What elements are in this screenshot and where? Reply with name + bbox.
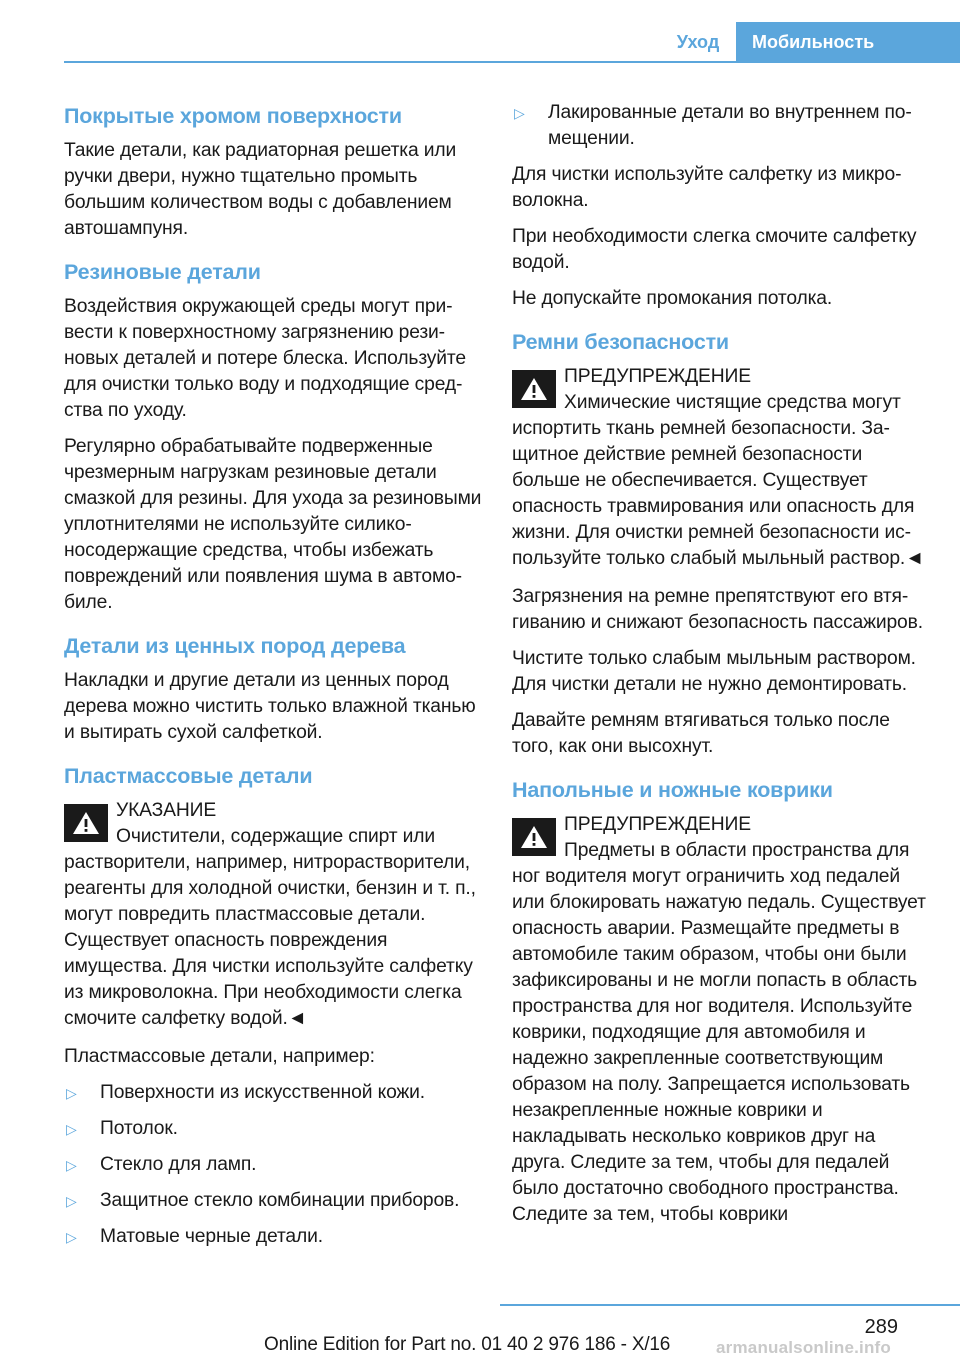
list-item xyxy=(64,1116,482,1142)
list-item xyxy=(64,1188,482,1214)
list-item xyxy=(64,1080,482,1106)
right-column xyxy=(512,100,930,1240)
list-item-text: Потолок. xyxy=(100,1118,178,1139)
triangle-right-icon: ▷ xyxy=(66,1193,77,1209)
heading-rubber: Резиновые детали xyxy=(64,260,261,284)
triangle-right-icon: ▷ xyxy=(514,105,525,121)
warning-belts xyxy=(512,364,930,572)
warning-title: ПРЕДУПРЕЖДЕНИЕ xyxy=(564,366,751,387)
tab-mobility[interactable]: Мобильность xyxy=(736,22,960,62)
triangle-right-icon: ▷ xyxy=(66,1121,77,1137)
notice-text-rest: растворители, например, нитрорастворители, реагенты для холодной очистки, бензин и т. п., могут повредить пластмассовые детали. Существует опасность повреждения имущества. Для чистки используйте салфетку из микроволокна. При необходимости слегка смочите салфетку водой.◄ xyxy=(64,852,476,1029)
para-rubber-2: Регулярно обрабатывайте подверженные чрезмерным нагрузкам резиновые детали смазкой для резины. Для ухода за резиновыми уплотнителями не используйте силиконосодержащие средства, чтобы избежать повреждений или появления шума в автомобиле. xyxy=(64,436,482,613)
para-wood: Накладки и другие детали из ценных пород дерева можно чистить только влажной тканью и вытирать сухой салфеткой. xyxy=(64,670,476,743)
edition-note: Online Edition for Part no. 01 40 2 976 186 - X/16 xyxy=(264,1334,671,1355)
list-item-text: Стекло для ламп. xyxy=(100,1154,257,1175)
list-item-text: Поверхности из искусственной кожи. xyxy=(100,1082,425,1103)
warning-text-rest: ног водителя могут ограничить ход педалей или блокировать нажатую педаль. Существует опасность аварии. Размещайте предметы в автомобиле таким образом, чтобы они были зафиксированы и не могли попасть в область пространства для ног водителя. Используйте коврики, подходящие для автомобиля и надежно закрепленные соответствующим образом на полу. Запрещается использовать незакрепленные ножные коврики и накладывать несколько ковриков друг на друга. Следите за тем, чтобы для педалей было достаточно свободного пространства. Следите за тем, чтобы коврики xyxy=(512,866,926,1225)
para-belts-3: Давайте ремням втягиваться только после того, как они высохнут. xyxy=(512,710,890,757)
list-item-text: Лакированные детали во внутреннем помещении. xyxy=(548,102,912,149)
notice-plastic xyxy=(64,798,482,1032)
list-item xyxy=(64,1224,482,1250)
notice-title: УКАЗАНИЕ xyxy=(116,800,217,821)
page-header xyxy=(0,22,960,62)
warning-title: ПРЕДУПРЕЖДЕНИЕ xyxy=(564,814,751,835)
warning-triangle-icon xyxy=(512,370,556,408)
warning-mats xyxy=(512,812,930,1228)
heading-wood: Детали из ценных пород дерева xyxy=(64,634,406,658)
plastic-list xyxy=(64,1080,482,1250)
tab-care[interactable]: Уход xyxy=(676,31,720,52)
list-item-text: Защитное стекло комбинации приборов. xyxy=(100,1190,460,1211)
para-micro: Для чистки используйте салфетку из микроволокна. xyxy=(512,164,902,211)
list-item xyxy=(64,1152,482,1178)
left-column xyxy=(64,100,482,1260)
triangle-right-icon: ▷ xyxy=(66,1085,77,1101)
warning-text-first: Химические чистящие средства могут xyxy=(564,392,901,413)
header-rule xyxy=(64,61,960,63)
heading-mats: Напольные и ножные коврики xyxy=(512,778,833,802)
triangle-right-icon: ▷ xyxy=(66,1157,77,1173)
para-moisten: При необходимости слегка смочите салфетку водой. xyxy=(512,226,917,273)
para-chrome: Такие детали, как радиаторная решетка или ручки двери, нужно тщательно промыть большим количеством воды с добавлением автошампуня. xyxy=(64,140,457,239)
footer-rule xyxy=(500,1304,960,1306)
list-item-text: Матовые черные детали. xyxy=(100,1226,323,1247)
warning-text-first: Предметы в области пространства для xyxy=(564,840,910,861)
para-plastic-intro: Пластмассовые детали, например: xyxy=(64,1046,375,1067)
heading-chrome: Покрытые хромом поверхности xyxy=(64,104,402,128)
para-soak: Не допускайте промокания потолка. xyxy=(512,288,833,309)
warning-triangle-icon xyxy=(512,818,556,856)
para-belts-1: Загрязнения на ремне препятствуют его втягиванию и снижают безопасность пассажиров. xyxy=(512,586,923,633)
page-number: 289 xyxy=(864,1316,898,1338)
list-item xyxy=(512,100,930,152)
watermark: armanualsonline.info xyxy=(716,1338,891,1357)
para-belts-2: Чистите только слабым мыльным раствором. Для чистки детали не нужно демонтировать. xyxy=(512,648,916,695)
notice-text-first: Очистители, содержащие спирт или xyxy=(116,826,436,847)
lacquered-list xyxy=(512,100,930,152)
heading-plastic: Пластмассовые детали xyxy=(64,764,313,788)
warning-text-rest: испортить ткань ремней безопасности. Защитное действие ремней безопасности больше не обеспечивается. Существует опасность травмирования или опасность для жизни. Для очистки ремней безопасности используйте только слабый мыльный раствор.◄ xyxy=(512,418,925,569)
para-rubber-1: Воздействия окружающей среды могут привести к поверхностному загрязнению резиновых деталей и потере блеска. Используйте для очистки только воду и подходящие средства по уходу. xyxy=(64,296,466,421)
triangle-right-icon: ▷ xyxy=(66,1229,77,1245)
warning-triangle-icon xyxy=(64,804,108,842)
heading-belts: Ремни безопасности xyxy=(512,330,729,354)
